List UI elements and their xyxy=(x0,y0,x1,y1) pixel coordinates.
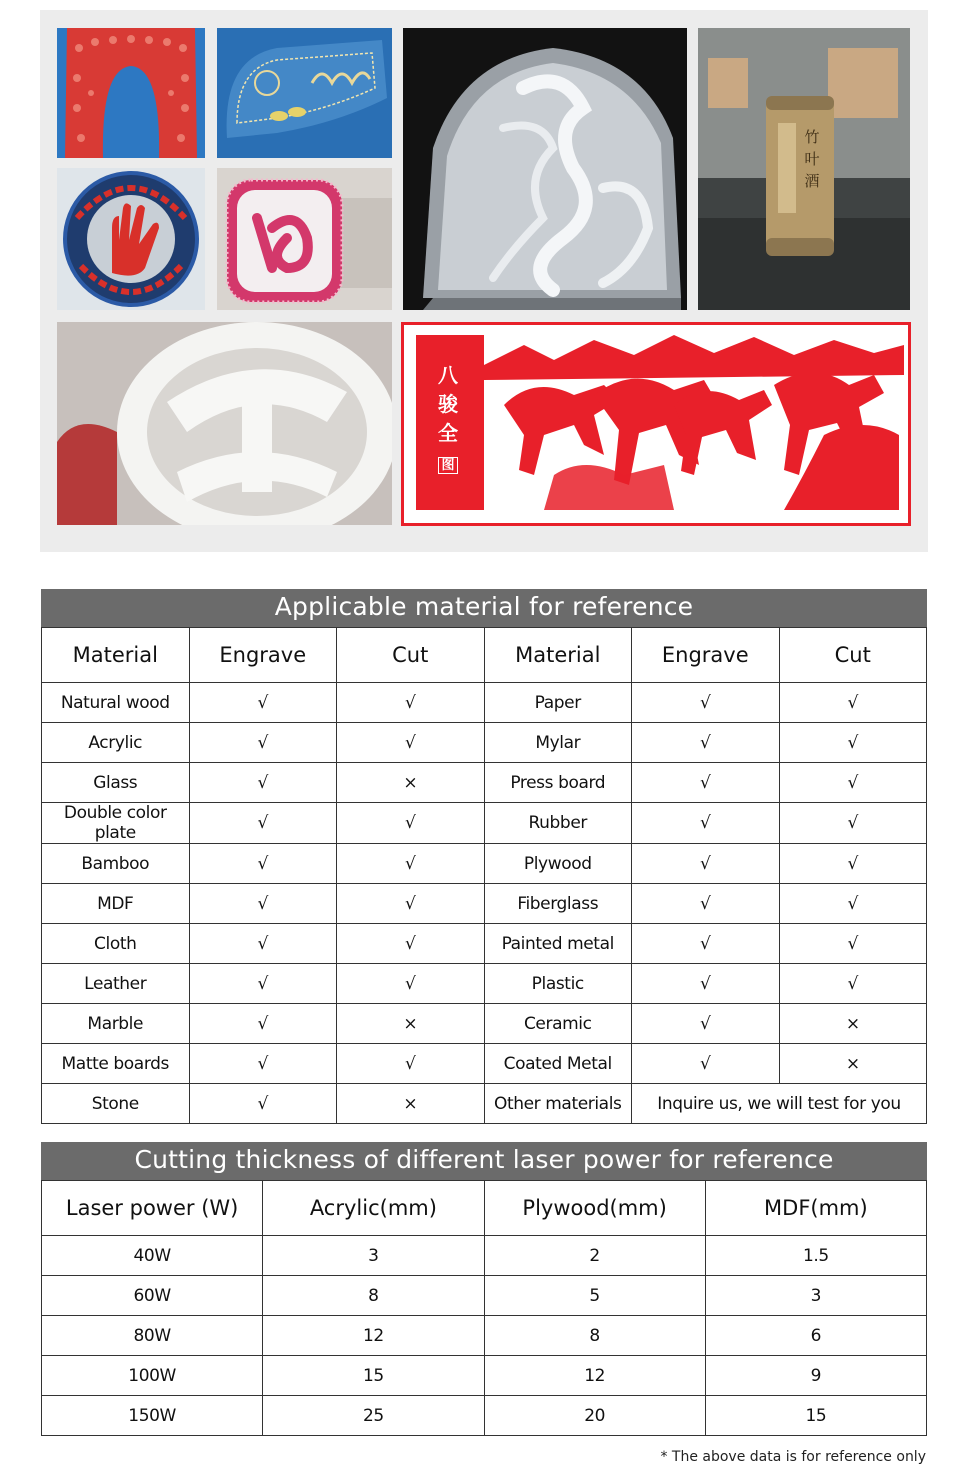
table-row xyxy=(42,723,927,763)
table-cell: √ xyxy=(337,683,485,723)
table-row xyxy=(42,1396,927,1436)
table-cell: Glass xyxy=(42,763,190,803)
header-engrave-2: Engrave xyxy=(632,628,780,683)
header-cut-2: Cut xyxy=(779,628,927,683)
table-cell: √ xyxy=(337,964,485,1004)
table-row xyxy=(42,1316,927,1356)
table-cell: Marble xyxy=(42,1004,190,1044)
table-row xyxy=(42,683,927,723)
table-cell: 20 xyxy=(484,1396,705,1436)
photo-crystal-dragon xyxy=(403,28,687,310)
table-row xyxy=(42,1004,927,1044)
table-cell: √ xyxy=(337,1044,485,1084)
paper-cut-char-1: 八 xyxy=(438,363,458,387)
photo-red-lace-cloth xyxy=(57,28,205,158)
table-cell: Ceramic xyxy=(484,1004,632,1044)
table-cell: √ xyxy=(632,763,780,803)
materials-header-row xyxy=(42,628,927,683)
table-cell: 5 xyxy=(484,1276,705,1316)
header-material-1: Material xyxy=(42,628,190,683)
table-cell: √ xyxy=(779,924,927,964)
table-row xyxy=(42,1044,927,1084)
table-cell: Cloth xyxy=(42,924,190,964)
product-sample-collage xyxy=(40,10,928,552)
table-cell: √ xyxy=(632,924,780,964)
table-cell: 3 xyxy=(263,1236,484,1276)
table-cell: 80W xyxy=(42,1316,263,1356)
table-cell: Plywood xyxy=(484,844,632,884)
table-cell: 6 xyxy=(705,1316,926,1356)
table-row xyxy=(42,1356,927,1396)
header-engrave-1: Engrave xyxy=(189,628,337,683)
table-cell: MDF xyxy=(42,884,190,924)
thickness-header-row xyxy=(42,1181,927,1236)
table-cell: 2 xyxy=(484,1236,705,1276)
header-cut-1: Cut xyxy=(337,628,485,683)
paper-cut-title xyxy=(430,361,466,480)
table-cell: √ xyxy=(779,884,927,924)
table-cell: √ xyxy=(779,964,927,1004)
photo-embroidered-patch xyxy=(57,168,205,310)
thickness-table xyxy=(41,1180,927,1436)
table-cell: √ xyxy=(337,723,485,763)
bamboo-char-3: 酒 xyxy=(804,172,820,190)
thickness-table-title: Cutting thickness of different laser power for reference xyxy=(41,1142,927,1180)
table-cell: √ xyxy=(189,884,337,924)
table-cell: Mylar xyxy=(484,723,632,763)
table-cell: √ xyxy=(632,884,780,924)
table-cell: Paper xyxy=(484,683,632,723)
table-cell: Bamboo xyxy=(42,844,190,884)
table-row xyxy=(42,763,927,803)
photo-blue-felt-engraving xyxy=(217,28,392,158)
table-row xyxy=(42,1276,927,1316)
table-cell: √ xyxy=(189,723,337,763)
header-mdf: MDF(mm) xyxy=(705,1181,926,1236)
table-cell: √ xyxy=(189,1084,337,1124)
table-cell: √ xyxy=(189,763,337,803)
table-cell: Press board xyxy=(484,763,632,803)
thickness-table-body xyxy=(42,1236,927,1436)
paper-cut-char-3: 全 xyxy=(438,421,458,445)
table-cell: Fiberglass xyxy=(484,884,632,924)
header-material-2: Material xyxy=(484,628,632,683)
photo-paper-cut-horses xyxy=(401,322,911,526)
table-cell: 15 xyxy=(263,1356,484,1396)
table-row xyxy=(42,803,927,844)
table-cell: 8 xyxy=(263,1276,484,1316)
table-cell: × xyxy=(337,1004,485,1044)
table-cell: √ xyxy=(189,803,337,844)
table-cell: √ xyxy=(779,683,927,723)
table-cell: √ xyxy=(189,1044,337,1084)
materials-table-title: Applicable material for reference xyxy=(41,589,927,627)
table-row xyxy=(42,844,927,884)
table-cell: √ xyxy=(779,723,927,763)
table-cell: √ xyxy=(779,763,927,803)
table-cell: 40W xyxy=(42,1236,263,1276)
table-cell: 12 xyxy=(484,1356,705,1396)
table-cell: 25 xyxy=(263,1396,484,1436)
table-cell: √ xyxy=(337,884,485,924)
table-cell: Natural wood xyxy=(42,683,190,723)
table-cell: × xyxy=(779,1044,927,1084)
table-cell: Matte boards xyxy=(42,1044,190,1084)
materials-table-section xyxy=(41,589,927,1124)
table-row xyxy=(42,964,927,1004)
table-row xyxy=(42,1236,927,1276)
reference-footnote: * The above data is for reference only xyxy=(660,1449,926,1465)
header-acrylic: Acrylic(mm) xyxy=(263,1181,484,1236)
table-cell: √ xyxy=(779,803,927,844)
header-laser-power: Laser power (W) xyxy=(42,1181,263,1236)
table-cell: √ xyxy=(632,844,780,884)
table-cell: √ xyxy=(337,924,485,964)
table-cell: √ xyxy=(189,924,337,964)
photo-bamboo-tube-workshop xyxy=(698,28,910,310)
table-cell: 8 xyxy=(484,1316,705,1356)
table-cell: √ xyxy=(189,1004,337,1044)
inquire-note-cell: Inquire us, we will test for you xyxy=(632,1084,927,1124)
table-cell: 150W xyxy=(42,1396,263,1436)
table-cell: × xyxy=(337,763,485,803)
table-cell: √ xyxy=(632,803,780,844)
table-cell: 9 xyxy=(705,1356,926,1396)
thickness-table-section xyxy=(41,1142,927,1436)
table-cell: √ xyxy=(632,964,780,1004)
table-row xyxy=(42,1084,927,1124)
table-cell: Stone xyxy=(42,1084,190,1124)
table-cell: Rubber xyxy=(484,803,632,844)
table-cell: 12 xyxy=(263,1316,484,1356)
table-cell: × xyxy=(337,1084,485,1124)
materials-table xyxy=(41,627,927,1124)
table-cell: √ xyxy=(632,683,780,723)
table-cell: 3 xyxy=(705,1276,926,1316)
table-cell: Plastic xyxy=(484,964,632,1004)
table-row xyxy=(42,924,927,964)
table-cell: 60W xyxy=(42,1276,263,1316)
materials-table-body xyxy=(42,683,927,1084)
table-cell: Painted metal xyxy=(484,924,632,964)
table-cell: Leather xyxy=(42,964,190,1004)
table-cell: Acrylic xyxy=(42,723,190,763)
table-cell: √ xyxy=(189,683,337,723)
table-cell: Double color plate xyxy=(42,803,190,844)
bamboo-char-2: 叶 xyxy=(804,150,820,168)
table-row xyxy=(42,884,927,924)
table-cell: √ xyxy=(632,1004,780,1044)
bamboo-char-1: 竹 xyxy=(804,128,820,146)
table-cell: √ xyxy=(189,964,337,1004)
table-cell: √ xyxy=(779,844,927,884)
table-cell: × xyxy=(779,1004,927,1044)
paper-cut-char-4: 图 xyxy=(438,457,457,474)
table-cell: 15 xyxy=(705,1396,926,1436)
table-cell: Coated Metal xyxy=(484,1044,632,1084)
table-cell: √ xyxy=(632,1044,780,1084)
paper-cut-char-2: 骏 xyxy=(438,392,458,416)
table-cell: 1.5 xyxy=(705,1236,926,1276)
header-plywood: Plywood(mm) xyxy=(484,1181,705,1236)
table-cell: √ xyxy=(337,803,485,844)
photo-white-foam-cut xyxy=(57,322,392,525)
photo-embroidered-label xyxy=(217,168,392,310)
bamboo-tube-label xyxy=(802,126,822,192)
table-cell: √ xyxy=(189,844,337,884)
table-cell: √ xyxy=(337,844,485,884)
table-cell: √ xyxy=(632,723,780,763)
table-cell: 100W xyxy=(42,1356,263,1396)
table-cell: Other materials xyxy=(484,1084,632,1124)
